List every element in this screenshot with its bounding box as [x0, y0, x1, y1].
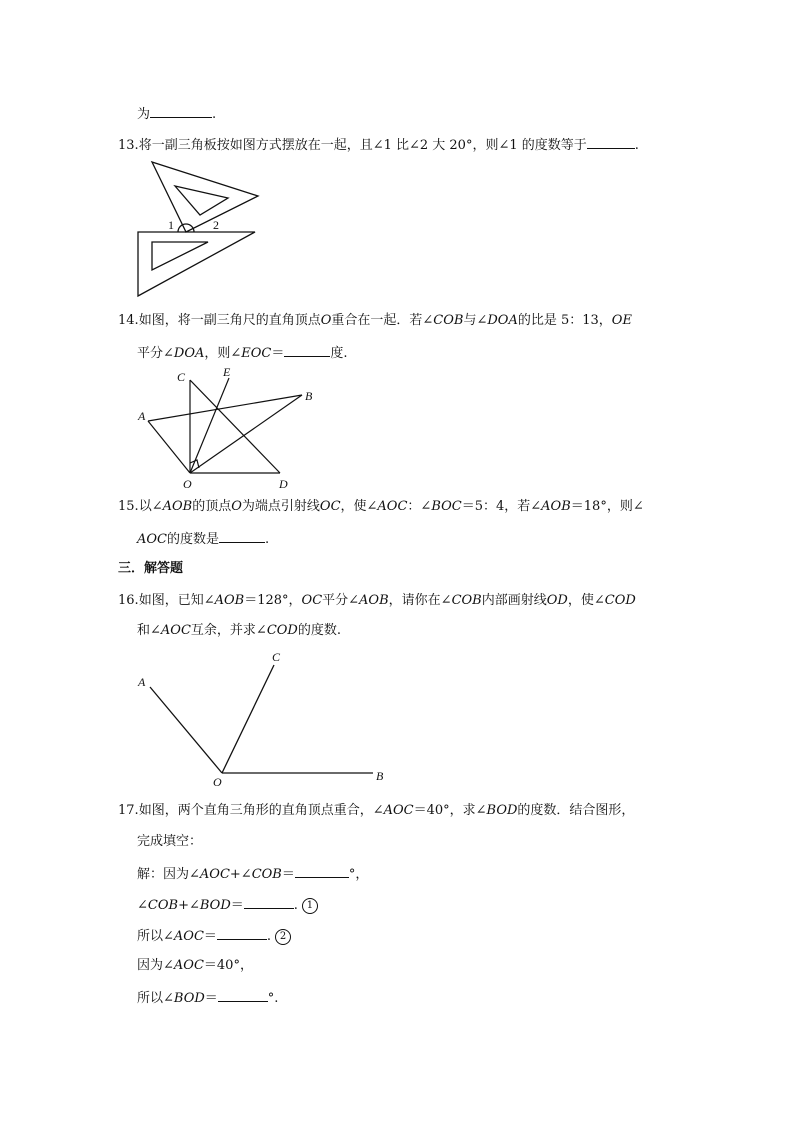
q14-text-line2: 平分∠DOA，则∠EOC＝ 度.: [137, 342, 348, 364]
q16-label-O: O: [213, 775, 222, 789]
q17-step5: 所以∠BOD＝ °.: [137, 987, 278, 1009]
q13-label-1: 1: [168, 218, 174, 232]
q17-step4: 因为∠AOC＝40°，: [137, 958, 253, 973]
q17-step5-blank[interactable]: [218, 987, 268, 1002]
q17-step1-blank[interactable]: [295, 863, 349, 878]
q17-step2: ∠COB+∠BOD＝ . 1: [137, 894, 318, 916]
q15-text-line2: AOC的度数是 .: [137, 528, 269, 550]
q13-label-2: 2: [213, 218, 219, 232]
q14-label-A: A: [138, 409, 146, 423]
q13-text: 13.将一副三角板按如图方式摆放在一起，且∠1 比∠2 大 20°，则∠1 的度数等于 .: [118, 134, 639, 156]
q14-text-line1: 14.如图，将一副三角尺的直角顶点O重合在一起．若∠COB与∠DOA的比是 5：13，OE: [118, 313, 632, 328]
q17-step3: 所以∠AOC＝ . 2: [137, 925, 291, 947]
section-heading: 三．解答题: [118, 561, 184, 576]
q15-text-line1: 15.以∠AOB的顶点O为端点引射线OC，使∠AOC：∠BOC＝5：4，若∠AOB＝18°，则∠: [118, 499, 644, 514]
q17-step2-blank[interactable]: [244, 894, 294, 909]
q14-label-D: D: [279, 477, 288, 491]
q17-text-line1: 17.如图，两个直角三角形的直角顶点重合，∠AOC＝40°，求∠BOD的度数．结合图形，: [118, 803, 635, 818]
circled-1-mark: 1: [302, 898, 318, 914]
q17-text-line2: 完成填空：: [137, 834, 203, 849]
q17-step1: 解：因为∠AOC+∠COB＝ °，: [137, 863, 368, 885]
q16-label-A: A: [138, 675, 146, 689]
q16-text-line1: 16.如图，已知∠AOB＝128°，OC平分∠AOB，请你在∠COB内部画射线OD，使∠COD: [118, 593, 636, 608]
q12-tail: 为 .: [137, 103, 216, 125]
q14-label-B: B: [305, 389, 313, 403]
q16-label-B: B: [376, 769, 384, 783]
q16-text-line2: 和∠AOC互余，并求∠COD的度数.: [137, 623, 341, 638]
q14-label-O: O: [183, 477, 192, 491]
q17-step3-blank[interactable]: [217, 925, 267, 940]
q14-label-C: C: [177, 370, 186, 384]
q14-label-E: E: [223, 365, 231, 379]
q16-label-C: C: [272, 650, 281, 664]
circled-2-mark: 2: [275, 929, 291, 945]
